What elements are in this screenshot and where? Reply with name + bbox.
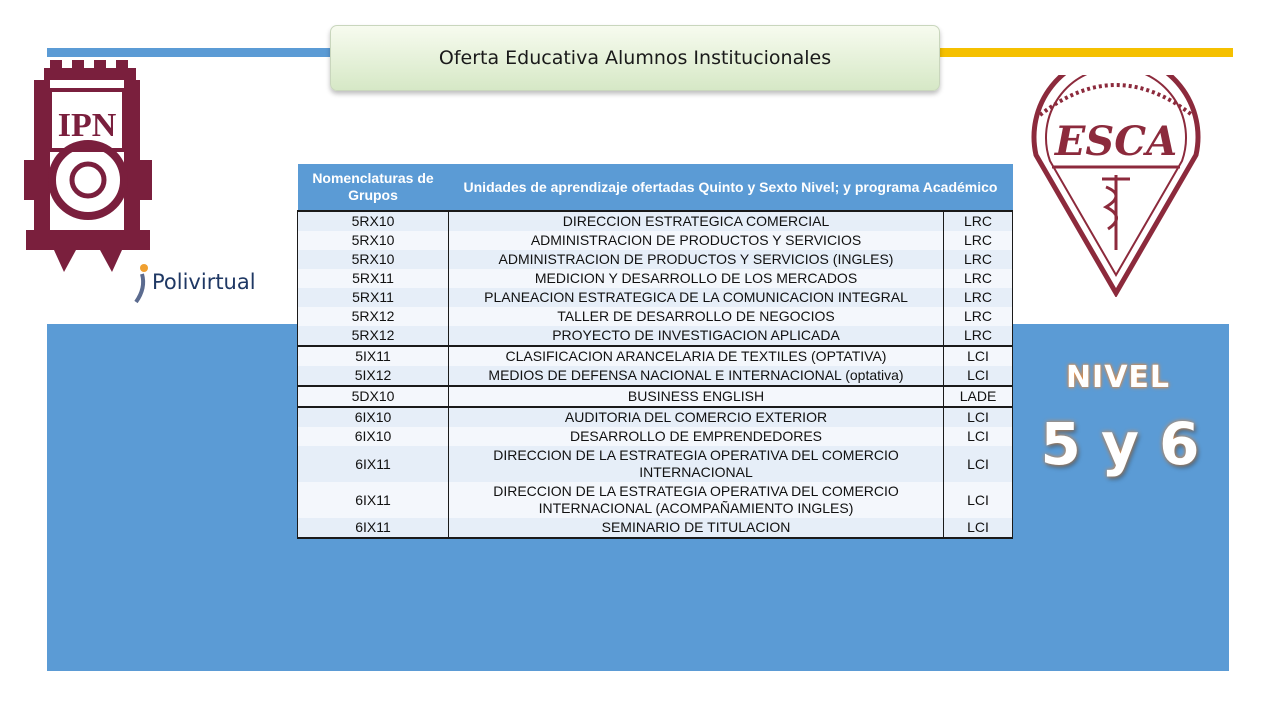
table-row (298, 407, 1013, 427)
header-grupos: Nomenclaturas de Grupos (298, 164, 449, 211)
table-row (298, 482, 1013, 518)
cell-group: 5RX12 (298, 307, 449, 326)
header-rule-right (930, 48, 1233, 57)
cell-group: 5RX12 (298, 326, 449, 346)
nivel-label: NIVEL (1065, 360, 1171, 395)
table-row (298, 269, 1013, 288)
table-row (298, 366, 1013, 386)
table-row (298, 346, 1013, 366)
cell-group: 5RX10 (298, 211, 449, 231)
cell-program: LCI (944, 427, 1013, 446)
cell-program: LRC (944, 250, 1013, 269)
esca-logo (1030, 75, 1202, 297)
cell-group: 5RX10 (298, 250, 449, 269)
cell-program: LRC (944, 211, 1013, 231)
ipn-logo-text: IPN (57, 107, 117, 144)
cell-unit: PROYECTO DE INVESTIGACION APLICADA (449, 326, 944, 346)
cell-group: 5RX10 (298, 231, 449, 250)
cell-unit: ADMINISTRACION DE PRODUCTOS Y SERVICIOS (INGLES) (449, 250, 944, 269)
cell-group: 6IX11 (298, 482, 449, 518)
cell-group: 5IX12 (298, 366, 449, 386)
cell-group: 6IX11 (298, 518, 449, 538)
cell-unit: DIRECCION DE LA ESTRATEGIA OPERATIVA DEL COMERCIO INTERNACIONAL (449, 446, 944, 482)
cell-group: 5DX10 (298, 386, 449, 407)
cell-program: LCI (944, 346, 1013, 366)
cell-program: LRC (944, 326, 1013, 346)
table-row (298, 326, 1013, 346)
ipn-logo (24, 60, 152, 272)
cell-program: LCI (944, 366, 1013, 386)
cell-unit: BUSINESS ENGLISH (449, 386, 944, 407)
table-row (298, 231, 1013, 250)
table-header-row (298, 164, 1013, 211)
nivel-value: 5 y 6 (1040, 410, 1200, 478)
cell-unit: PLANEACION ESTRATEGICA DE LA COMUNICACION INTEGRAL (449, 288, 944, 307)
esca-logo-text: ESCA (1054, 118, 1178, 165)
cell-program: LRC (944, 288, 1013, 307)
table-row (298, 427, 1013, 446)
page-title (330, 25, 940, 91)
table-row (298, 250, 1013, 269)
cell-unit: DIRECCION DE LA ESTRATEGIA OPERATIVA DEL COMERCIO INTERNACIONAL (ACOMPAÑAMIENTO INGLES) (449, 482, 944, 518)
table-row (298, 518, 1013, 538)
cell-group: 5RX11 (298, 288, 449, 307)
cell-program: LCI (944, 518, 1013, 538)
table-row (298, 446, 1013, 482)
cell-group: 6IX10 (298, 427, 449, 446)
cell-unit: MEDICION Y DESARROLLO DE LOS MERCADOS (449, 269, 944, 288)
cell-unit: DESARROLLO DE EMPRENDEDORES (449, 427, 944, 446)
cell-group: 6IX11 (298, 446, 449, 482)
cell-program: LRC (944, 269, 1013, 288)
cell-program: LRC (944, 231, 1013, 250)
header-rule-left (47, 48, 337, 57)
cell-unit: AUDITORIA DEL COMERCIO EXTERIOR (449, 407, 944, 427)
table-row (298, 307, 1013, 326)
cell-unit: MEDIOS DE DEFENSA NACIONAL E INTERNACIONAL (optativa) (449, 366, 944, 386)
cell-group: 6IX10 (298, 407, 449, 427)
cell-unit: TALLER DE DESARROLLO DE NEGOCIOS (449, 307, 944, 326)
table-row (298, 386, 1013, 407)
cell-group: 5IX11 (298, 346, 449, 366)
cell-group: 5RX11 (298, 269, 449, 288)
cell-unit: CLASIFICACION ARANCELARIA DE TEXTILES (OPTATIVA) (449, 346, 944, 366)
header-unidades: Unidades de aprendizaje ofertadas Quinto y Sexto Nivel; y programa Académico (449, 164, 1013, 211)
cell-program: LCI (944, 407, 1013, 427)
cell-program: LCI (944, 482, 1013, 518)
cell-unit: SEMINARIO DE TITULACION (449, 518, 944, 538)
cell-unit: ADMINISTRACION DE PRODUCTOS Y SERVICIOS (449, 231, 944, 250)
oferta-table (297, 164, 1013, 539)
page-title-text: Oferta Educativa Alumnos Institucionales (438, 47, 832, 69)
cell-program: LRC (944, 307, 1013, 326)
cell-program: LCI (944, 446, 1013, 482)
table-row (298, 288, 1013, 307)
polivirtual-label: Polivirtual (152, 270, 256, 294)
table-row (298, 211, 1013, 231)
cell-program: LADE (944, 386, 1013, 407)
cell-unit: DIRECCION ESTRATEGICA COMERCIAL (449, 211, 944, 231)
